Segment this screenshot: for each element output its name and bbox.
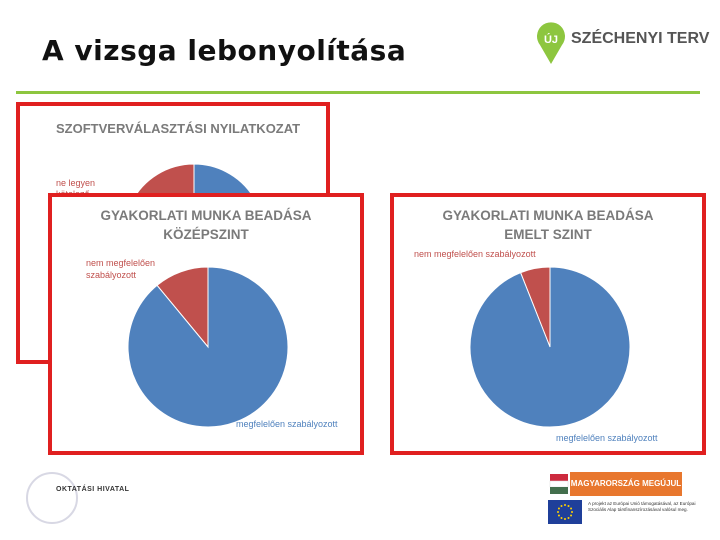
eu-funding-text: A projekt az Európai Unió támogatásával, az Európai Szociális Alap társfinanszírozásával valósul meg. — [588, 501, 696, 512]
eu-star-icon — [564, 504, 566, 506]
eu-star-icon — [558, 515, 560, 517]
pie-chart-svg — [394, 197, 702, 451]
circle-emblem-icon — [24, 470, 80, 526]
pie-chart-svg — [52, 197, 360, 451]
eu-flag-icon — [548, 500, 582, 524]
eu-funding-notice — [548, 500, 708, 526]
eu-star-icon — [570, 508, 572, 510]
chart-panel-kozepszint — [48, 193, 364, 455]
eu-star-icon — [571, 511, 573, 513]
eu-star-icon — [570, 515, 572, 517]
slice-label-nem-megfeleloen: nem megfelelően szabályozott — [414, 249, 536, 259]
footer-logo-text: OKTATÁSI HIVATAL — [56, 486, 130, 493]
eu-star-icon — [568, 505, 570, 507]
page-title: A vizsga lebonyolítása — [42, 34, 407, 67]
eu-star-icon — [568, 517, 570, 519]
brand-badge-text: ÚJ — [543, 34, 559, 46]
chart-title-text: GYAKORLATI MUNKA BEADÁSA EMELT SZINT — [442, 208, 654, 242]
slice-label-megfeleloen: megfelelően szabályozott — [236, 419, 338, 429]
eu-star-icon — [561, 505, 563, 507]
pie-slice-blue — [470, 267, 630, 427]
chart-title-text: GYAKORLATI MUNKA BEADÁSA KÖZÉPSZINT — [100, 208, 312, 242]
oktatasi-hivatal-logo — [24, 470, 154, 526]
slice-label-megfeleloen: megfelelően szabályozott — [556, 433, 658, 443]
title-divider — [16, 91, 700, 94]
chart-title: SZOFTVERVÁLASZTÁSI NYILATKOZAT — [56, 121, 301, 136]
slice-label-nem-megfeleloen: nem megfelelően szabályozott — [86, 258, 156, 280]
magyarorszag-megujul-badge — [548, 472, 682, 496]
pin-icon — [533, 18, 569, 68]
szechenyi-terv-logo — [533, 18, 710, 68]
hungarian-flag-icon — [548, 472, 570, 496]
slice-label-ne-legyen: ne legyen — [56, 178, 96, 188]
badge-text: MAGYARORSZÁG MEGÚJUL — [570, 472, 682, 496]
brand-logo-text: SZÉCHENYI TERV — [571, 30, 710, 47]
eu-star-icon — [557, 511, 559, 513]
eu-star-icon — [561, 517, 563, 519]
eu-star-icon — [564, 518, 566, 520]
pie-slice-blue — [128, 267, 288, 427]
chart-panel-emelt-szint — [390, 193, 706, 455]
eu-star-icon — [558, 508, 560, 510]
